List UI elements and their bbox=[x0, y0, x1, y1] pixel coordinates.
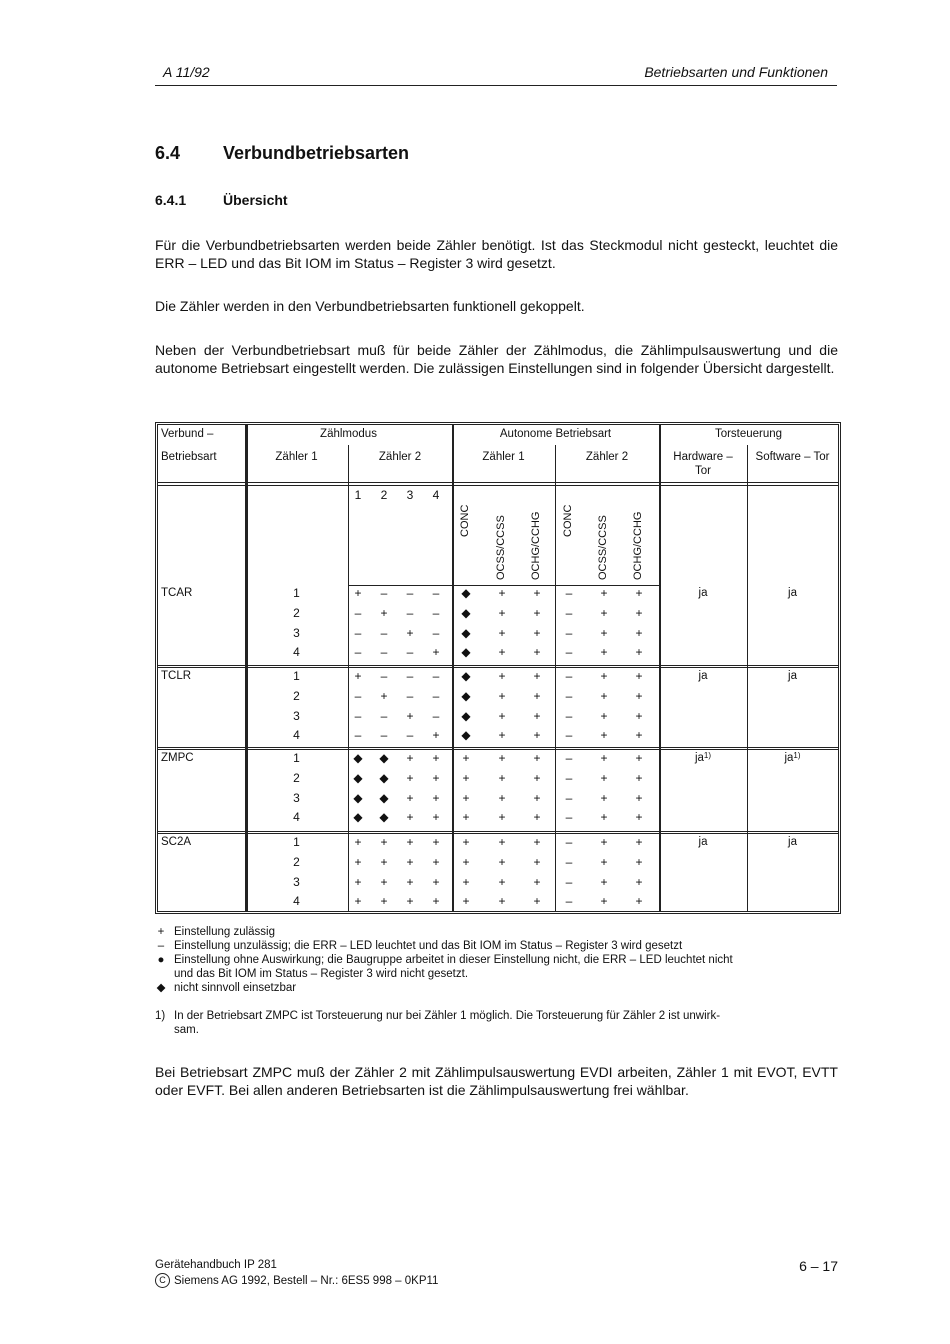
legend-text: Einstellung unzulässig; die ERR – LED leuchtet und das Bit IOM im Status – Register 3 wird gesetzt bbox=[174, 940, 683, 952]
footnote-text: In der Betriebsart ZMPC ist Torsteuerung nur bei Zähler 1 möglich. Die Torsteuerung für Zähler 2 ist unwirk- bbox=[174, 1010, 721, 1022]
paragraph-coupling: Die Zähler werden in den Verbundbetriebsarten funktionell gekoppelt. bbox=[155, 298, 585, 314]
header-auto-zaehler1: Zähler 1 bbox=[482, 451, 525, 463]
hardware-gate-value: ja bbox=[698, 836, 708, 848]
setting-cell: – bbox=[565, 791, 573, 805]
software-gate-value: ja bbox=[788, 836, 797, 848]
setting-cell: ◆ bbox=[379, 791, 389, 805]
setting-cell: + bbox=[462, 875, 470, 889]
table-hline bbox=[158, 667, 838, 668]
setting-cell: ◆ bbox=[461, 689, 471, 703]
setting-cell: + bbox=[498, 669, 506, 683]
setting-cell: – bbox=[565, 709, 573, 723]
header-hardware-tor: Tor bbox=[695, 465, 711, 477]
setting-cell: + bbox=[533, 626, 541, 640]
setting-cell: + bbox=[533, 728, 541, 742]
setting-cell: – bbox=[565, 728, 573, 742]
setting-cell: + bbox=[533, 689, 541, 703]
setting-cell: + bbox=[635, 855, 643, 869]
subsection-title: Übersicht bbox=[223, 192, 288, 208]
setting-cell: – bbox=[406, 689, 414, 703]
setting-cell: + bbox=[380, 855, 388, 869]
setting-cell: + bbox=[380, 875, 388, 889]
setting-cell: + bbox=[600, 875, 608, 889]
setting-cell: + bbox=[498, 810, 506, 824]
footer-manual: Gerätehandbuch IP 281 bbox=[155, 1259, 277, 1271]
footer-publisher: Siemens AG 1992, Bestell – Nr.: 6ES5 998 – 0KP11 bbox=[174, 1275, 439, 1287]
legend-symbol: + bbox=[157, 926, 165, 938]
setting-cell: + bbox=[498, 751, 506, 765]
zaehler1-mode: 3 bbox=[293, 709, 300, 723]
setting-cell: + bbox=[432, 728, 440, 742]
group-name: TCAR bbox=[161, 587, 193, 599]
mode-number: 2 bbox=[380, 488, 388, 502]
table-vline bbox=[659, 425, 661, 911]
setting-cell: – bbox=[406, 669, 414, 683]
setting-cell: + bbox=[533, 709, 541, 723]
paragraph-intro: Für die Verbundbetriebsarten werden beide Zähler benötigt. Ist das Steckmodul nicht gesteckt, leuchtet die ERR – LED und das Bit IOM im Status – Register 3 wird gesetzt. bbox=[155, 237, 838, 271]
setting-cell: + bbox=[600, 791, 608, 805]
legend-text-cont: und das Bit IOM im Status – Register 3 wird nicht gesetzt. bbox=[174, 968, 469, 980]
zaehler1-mode: 4 bbox=[293, 728, 300, 742]
zaehler1-mode: 2 bbox=[293, 771, 300, 785]
legend-text: Einstellung zulässig bbox=[174, 926, 276, 938]
setting-cell: + bbox=[635, 626, 643, 640]
subsection-number: 6.4.1 bbox=[155, 192, 187, 208]
autonomous-mode-label: OCSS/CCSS bbox=[597, 515, 609, 580]
setting-cell: ◆ bbox=[353, 751, 363, 765]
setting-cell: + bbox=[498, 606, 506, 620]
setting-cell: + bbox=[635, 669, 643, 683]
setting-cell: – bbox=[565, 606, 573, 620]
setting-cell: – bbox=[380, 709, 388, 723]
setting-cell: + bbox=[600, 669, 608, 683]
setting-cell: + bbox=[406, 875, 414, 889]
setting-cell: ◆ bbox=[461, 645, 471, 659]
setting-cell: + bbox=[354, 586, 362, 600]
setting-cell: + bbox=[498, 791, 506, 805]
software-gate-value: $ja^{1)}$ bbox=[784, 751, 801, 764]
setting-cell: ◆ bbox=[379, 751, 389, 765]
setting-cell: + bbox=[462, 894, 470, 908]
setting-cell: + bbox=[635, 586, 643, 600]
autonomous-mode-label: OCHG/CCHG bbox=[632, 511, 644, 580]
mode-number: 3 bbox=[406, 488, 414, 502]
table-hline bbox=[158, 482, 838, 483]
setting-cell: + bbox=[498, 855, 506, 869]
setting-cell: – bbox=[432, 709, 440, 723]
setting-cell: – bbox=[380, 626, 388, 640]
setting-cell: + bbox=[533, 894, 541, 908]
setting-cell: – bbox=[565, 689, 573, 703]
copyright-icon: C bbox=[155, 1273, 170, 1288]
setting-cell: + bbox=[406, 835, 414, 849]
setting-cell: + bbox=[432, 645, 440, 659]
setting-cell: + bbox=[600, 626, 608, 640]
setting-cell: + bbox=[533, 855, 541, 869]
setting-cell: + bbox=[600, 586, 608, 600]
setting-cell: – bbox=[354, 728, 362, 742]
setting-cell: + bbox=[635, 894, 643, 908]
table-hline bbox=[158, 749, 838, 750]
legend-symbol: – bbox=[157, 940, 165, 952]
mode-number: 1 bbox=[354, 488, 362, 502]
setting-cell: + bbox=[635, 875, 643, 889]
setting-cell: ◆ bbox=[461, 586, 471, 600]
setting-cell: + bbox=[635, 606, 643, 620]
table-hline bbox=[158, 485, 838, 486]
software-gate-value: ja bbox=[788, 670, 797, 682]
setting-cell: + bbox=[380, 606, 388, 620]
table-hline bbox=[158, 831, 838, 832]
setting-cell: – bbox=[432, 669, 440, 683]
footnote-ref: 1) bbox=[703, 751, 712, 760]
autonomous-mode-label: CONC bbox=[562, 504, 574, 537]
setting-cell: + bbox=[354, 835, 362, 849]
setting-cell: + bbox=[498, 709, 506, 723]
zaehler1-mode: 1 bbox=[293, 586, 300, 600]
zaehler1-mode: 4 bbox=[293, 645, 300, 659]
setting-cell: + bbox=[498, 728, 506, 742]
setting-cell: – bbox=[380, 586, 388, 600]
setting-cell: + bbox=[498, 894, 506, 908]
setting-cell: ◆ bbox=[353, 771, 363, 785]
legend bbox=[155, 925, 838, 1005]
setting-cell: – bbox=[406, 606, 414, 620]
setting-cell: + bbox=[462, 855, 470, 869]
setting-cell: – bbox=[406, 586, 414, 600]
setting-cell: + bbox=[498, 689, 506, 703]
paragraph-zmpc: Bei Betriebsart ZMPC muß der Zähler 2 mit Zählimpulsauswertung EVDI arbeiten, Zähler 1 mit EVOT, EVTT oder EVFT. Bei allen anderen Betriebsarten ist die Zählimpulsauswertung frei wählbar. bbox=[155, 1064, 838, 1098]
legend-symbol: ◆ bbox=[156, 982, 166, 994]
setting-cell: + bbox=[498, 586, 506, 600]
setting-cell: – bbox=[406, 728, 414, 742]
setting-cell: + bbox=[600, 645, 608, 659]
setting-cell: – bbox=[380, 669, 388, 683]
autonomous-mode-label: CONC bbox=[459, 504, 471, 537]
setting-cell: + bbox=[600, 606, 608, 620]
header-rule bbox=[155, 85, 837, 86]
setting-cell: – bbox=[432, 606, 440, 620]
setting-cell: + bbox=[635, 791, 643, 805]
setting-cell: ◆ bbox=[461, 669, 471, 683]
setting-cell: + bbox=[635, 728, 643, 742]
header-hardware: Hardware – bbox=[673, 451, 733, 463]
setting-cell: + bbox=[406, 626, 414, 640]
setting-cell: + bbox=[406, 709, 414, 723]
setting-cell: + bbox=[635, 810, 643, 824]
setting-cell: + bbox=[533, 645, 541, 659]
setting-cell: + bbox=[432, 835, 440, 849]
setting-cell: + bbox=[635, 751, 643, 765]
setting-cell: + bbox=[354, 855, 362, 869]
setting-cell: ◆ bbox=[379, 810, 389, 824]
setting-cell: ◆ bbox=[461, 709, 471, 723]
header-software: Software – Tor bbox=[755, 451, 830, 463]
zaehler1-mode: 2 bbox=[293, 606, 300, 620]
setting-cell: + bbox=[462, 771, 470, 785]
page-number: 6 – 17 bbox=[799, 1258, 838, 1274]
zaehler1-mode: 2 bbox=[293, 689, 300, 703]
software-gate-value: ja bbox=[788, 587, 797, 599]
setting-cell: + bbox=[600, 751, 608, 765]
zaehler1-mode: 3 bbox=[293, 875, 300, 889]
setting-cell: + bbox=[533, 810, 541, 824]
setting-cell: + bbox=[600, 855, 608, 869]
header-zaehlmodus: Zählmodus bbox=[320, 428, 377, 440]
setting-cell: + bbox=[432, 810, 440, 824]
footnote-text-cont: sam. bbox=[174, 1024, 199, 1036]
setting-cell: ◆ bbox=[461, 606, 471, 620]
setting-cell: + bbox=[432, 751, 440, 765]
footnote bbox=[155, 1009, 838, 1039]
setting-cell: – bbox=[565, 771, 573, 785]
zaehler1-mode: 4 bbox=[293, 810, 300, 824]
setting-cell: – bbox=[354, 689, 362, 703]
setting-cell: + bbox=[498, 875, 506, 889]
section-number: 6.4 bbox=[155, 143, 181, 163]
setting-cell: + bbox=[354, 894, 362, 908]
setting-cell: + bbox=[635, 689, 643, 703]
table-vline bbox=[348, 445, 349, 911]
setting-cell: + bbox=[635, 709, 643, 723]
table-vline bbox=[555, 445, 556, 911]
footnote-marker: 1) bbox=[155, 1010, 166, 1022]
setting-cell: + bbox=[406, 771, 414, 785]
section-title: Verbundbetriebsarten bbox=[223, 143, 410, 163]
setting-cell: – bbox=[354, 709, 362, 723]
setting-cell: + bbox=[498, 626, 506, 640]
setting-cell: – bbox=[406, 645, 414, 659]
header-auto-zaehler2: Zähler 2 bbox=[585, 451, 629, 463]
table-hline bbox=[158, 833, 838, 834]
setting-cell: – bbox=[565, 894, 573, 908]
zaehler1-mode: 1 bbox=[293, 669, 300, 683]
setting-cell: + bbox=[635, 645, 643, 659]
footnote-ref: 1) bbox=[793, 751, 801, 760]
setting-cell: + bbox=[406, 894, 414, 908]
legend-symbol: ● bbox=[157, 954, 165, 966]
header-zaehler2: Zähler 2 bbox=[378, 451, 422, 463]
group-name: SC2A bbox=[161, 836, 192, 848]
setting-cell: – bbox=[354, 606, 362, 620]
setting-cell: + bbox=[600, 689, 608, 703]
setting-cell: – bbox=[354, 645, 362, 659]
setting-cell: + bbox=[600, 835, 608, 849]
setting-cell: + bbox=[406, 810, 414, 824]
setting-cell: ◆ bbox=[461, 626, 471, 640]
setting-cell: – bbox=[354, 626, 362, 640]
setting-cell: – bbox=[565, 810, 573, 824]
setting-cell: + bbox=[406, 855, 414, 869]
autonomous-mode-label: OCSS/CCSS bbox=[495, 515, 507, 580]
setting-cell: – bbox=[432, 689, 440, 703]
footer-copyright bbox=[155, 1273, 438, 1289]
table-vline bbox=[452, 425, 454, 911]
setting-cell: + bbox=[406, 751, 414, 765]
setting-cell: + bbox=[432, 771, 440, 785]
setting-cell: + bbox=[498, 645, 506, 659]
setting-cell: + bbox=[635, 771, 643, 785]
zaehler1-mode: 1 bbox=[293, 751, 300, 765]
hardware-gate-value: ja bbox=[698, 587, 708, 599]
setting-cell: + bbox=[354, 669, 362, 683]
setting-cell: + bbox=[354, 875, 362, 889]
settings-table bbox=[155, 422, 841, 914]
setting-cell: + bbox=[533, 771, 541, 785]
table-hline bbox=[158, 665, 838, 666]
setting-cell: + bbox=[600, 894, 608, 908]
group-name: ZMPC bbox=[161, 752, 194, 764]
setting-cell: + bbox=[380, 835, 388, 849]
header-right: Betriebsarten und Funktionen bbox=[644, 64, 828, 80]
zaehler1-mode: 3 bbox=[293, 791, 300, 805]
setting-cell: – bbox=[565, 645, 573, 659]
setting-cell: + bbox=[406, 791, 414, 805]
setting-cell: + bbox=[432, 791, 440, 805]
header-betriebsart: Betriebsart bbox=[161, 451, 217, 463]
setting-cell: ◆ bbox=[353, 791, 363, 805]
legend-text: nicht sinnvoll einsetzbar bbox=[174, 982, 297, 994]
setting-cell: + bbox=[533, 669, 541, 683]
setting-cell: + bbox=[432, 855, 440, 869]
setting-cell: – bbox=[565, 626, 573, 640]
setting-cell: + bbox=[533, 586, 541, 600]
hardware-gate-value: $ja^{1)}$ bbox=[694, 751, 712, 764]
setting-cell: + bbox=[635, 835, 643, 849]
setting-cell: + bbox=[380, 894, 388, 908]
setting-cell: – bbox=[565, 835, 573, 849]
setting-cell: + bbox=[432, 875, 440, 889]
setting-cell: + bbox=[462, 791, 470, 805]
zaehler1-mode: 4 bbox=[293, 894, 300, 908]
setting-cell: – bbox=[565, 751, 573, 765]
hardware-gate-value: ja bbox=[698, 670, 708, 682]
setting-cell: + bbox=[600, 810, 608, 824]
header-autonome: Autonome Betriebsart bbox=[499, 428, 612, 440]
setting-cell: + bbox=[533, 875, 541, 889]
footer-left bbox=[155, 1257, 438, 1289]
header-zaehler1: Zähler 1 bbox=[275, 451, 318, 463]
group-name: TCLR bbox=[161, 670, 192, 682]
setting-cell: + bbox=[533, 606, 541, 620]
paragraph-settings: Neben der Verbundbetriebsart muß für beide Zähler der Zählmodus, die Zählimpulsauswertung und die autonome Betriebsart eingestellt werden. Die zulässigen Einstellungen sind in folgender Übersicht dargestellt. bbox=[155, 342, 838, 376]
setting-cell: + bbox=[533, 791, 541, 805]
setting-cell: – bbox=[565, 875, 573, 889]
setting-cell: – bbox=[380, 645, 388, 659]
setting-cell: + bbox=[462, 751, 470, 765]
setting-cell: + bbox=[432, 894, 440, 908]
setting-cell: + bbox=[533, 835, 541, 849]
table-vline bbox=[245, 425, 248, 911]
setting-cell: – bbox=[565, 586, 573, 600]
legend-text: Einstellung ohne Auswirkung; die Baugruppe arbeitet in dieser Einstellung nicht, die ERR – LED leuchtet nicht bbox=[174, 954, 733, 966]
setting-cell: + bbox=[600, 728, 608, 742]
setting-cell: – bbox=[432, 626, 440, 640]
setting-cell: ◆ bbox=[379, 771, 389, 785]
setting-cell: + bbox=[462, 835, 470, 849]
setting-cell: + bbox=[600, 709, 608, 723]
setting-cell: – bbox=[565, 669, 573, 683]
autonomous-mode-label: OCHG/CCHG bbox=[530, 511, 542, 580]
setting-cell: + bbox=[498, 835, 506, 849]
setting-cell: ◆ bbox=[353, 810, 363, 824]
setting-cell: ◆ bbox=[461, 728, 471, 742]
setting-cell: – bbox=[380, 728, 388, 742]
setting-cell: – bbox=[565, 855, 573, 869]
header-torsteuerung: Torsteuerung bbox=[714, 428, 783, 440]
setting-cell: + bbox=[380, 689, 388, 703]
setting-cell: + bbox=[600, 771, 608, 785]
mode-number: 4 bbox=[432, 488, 440, 502]
header-left: A 11/92 bbox=[163, 64, 210, 80]
header-verbund: Verbund – bbox=[161, 428, 214, 440]
setting-cell: – bbox=[432, 586, 440, 600]
zaehler1-mode: 2 bbox=[293, 855, 300, 869]
table-vline bbox=[747, 445, 748, 911]
table-hline bbox=[158, 747, 838, 748]
zaehler1-mode: 3 bbox=[293, 626, 300, 640]
setting-cell: + bbox=[462, 810, 470, 824]
zaehler1-mode: 1 bbox=[293, 835, 300, 849]
setting-cell: + bbox=[498, 771, 506, 785]
setting-cell: + bbox=[533, 751, 541, 765]
